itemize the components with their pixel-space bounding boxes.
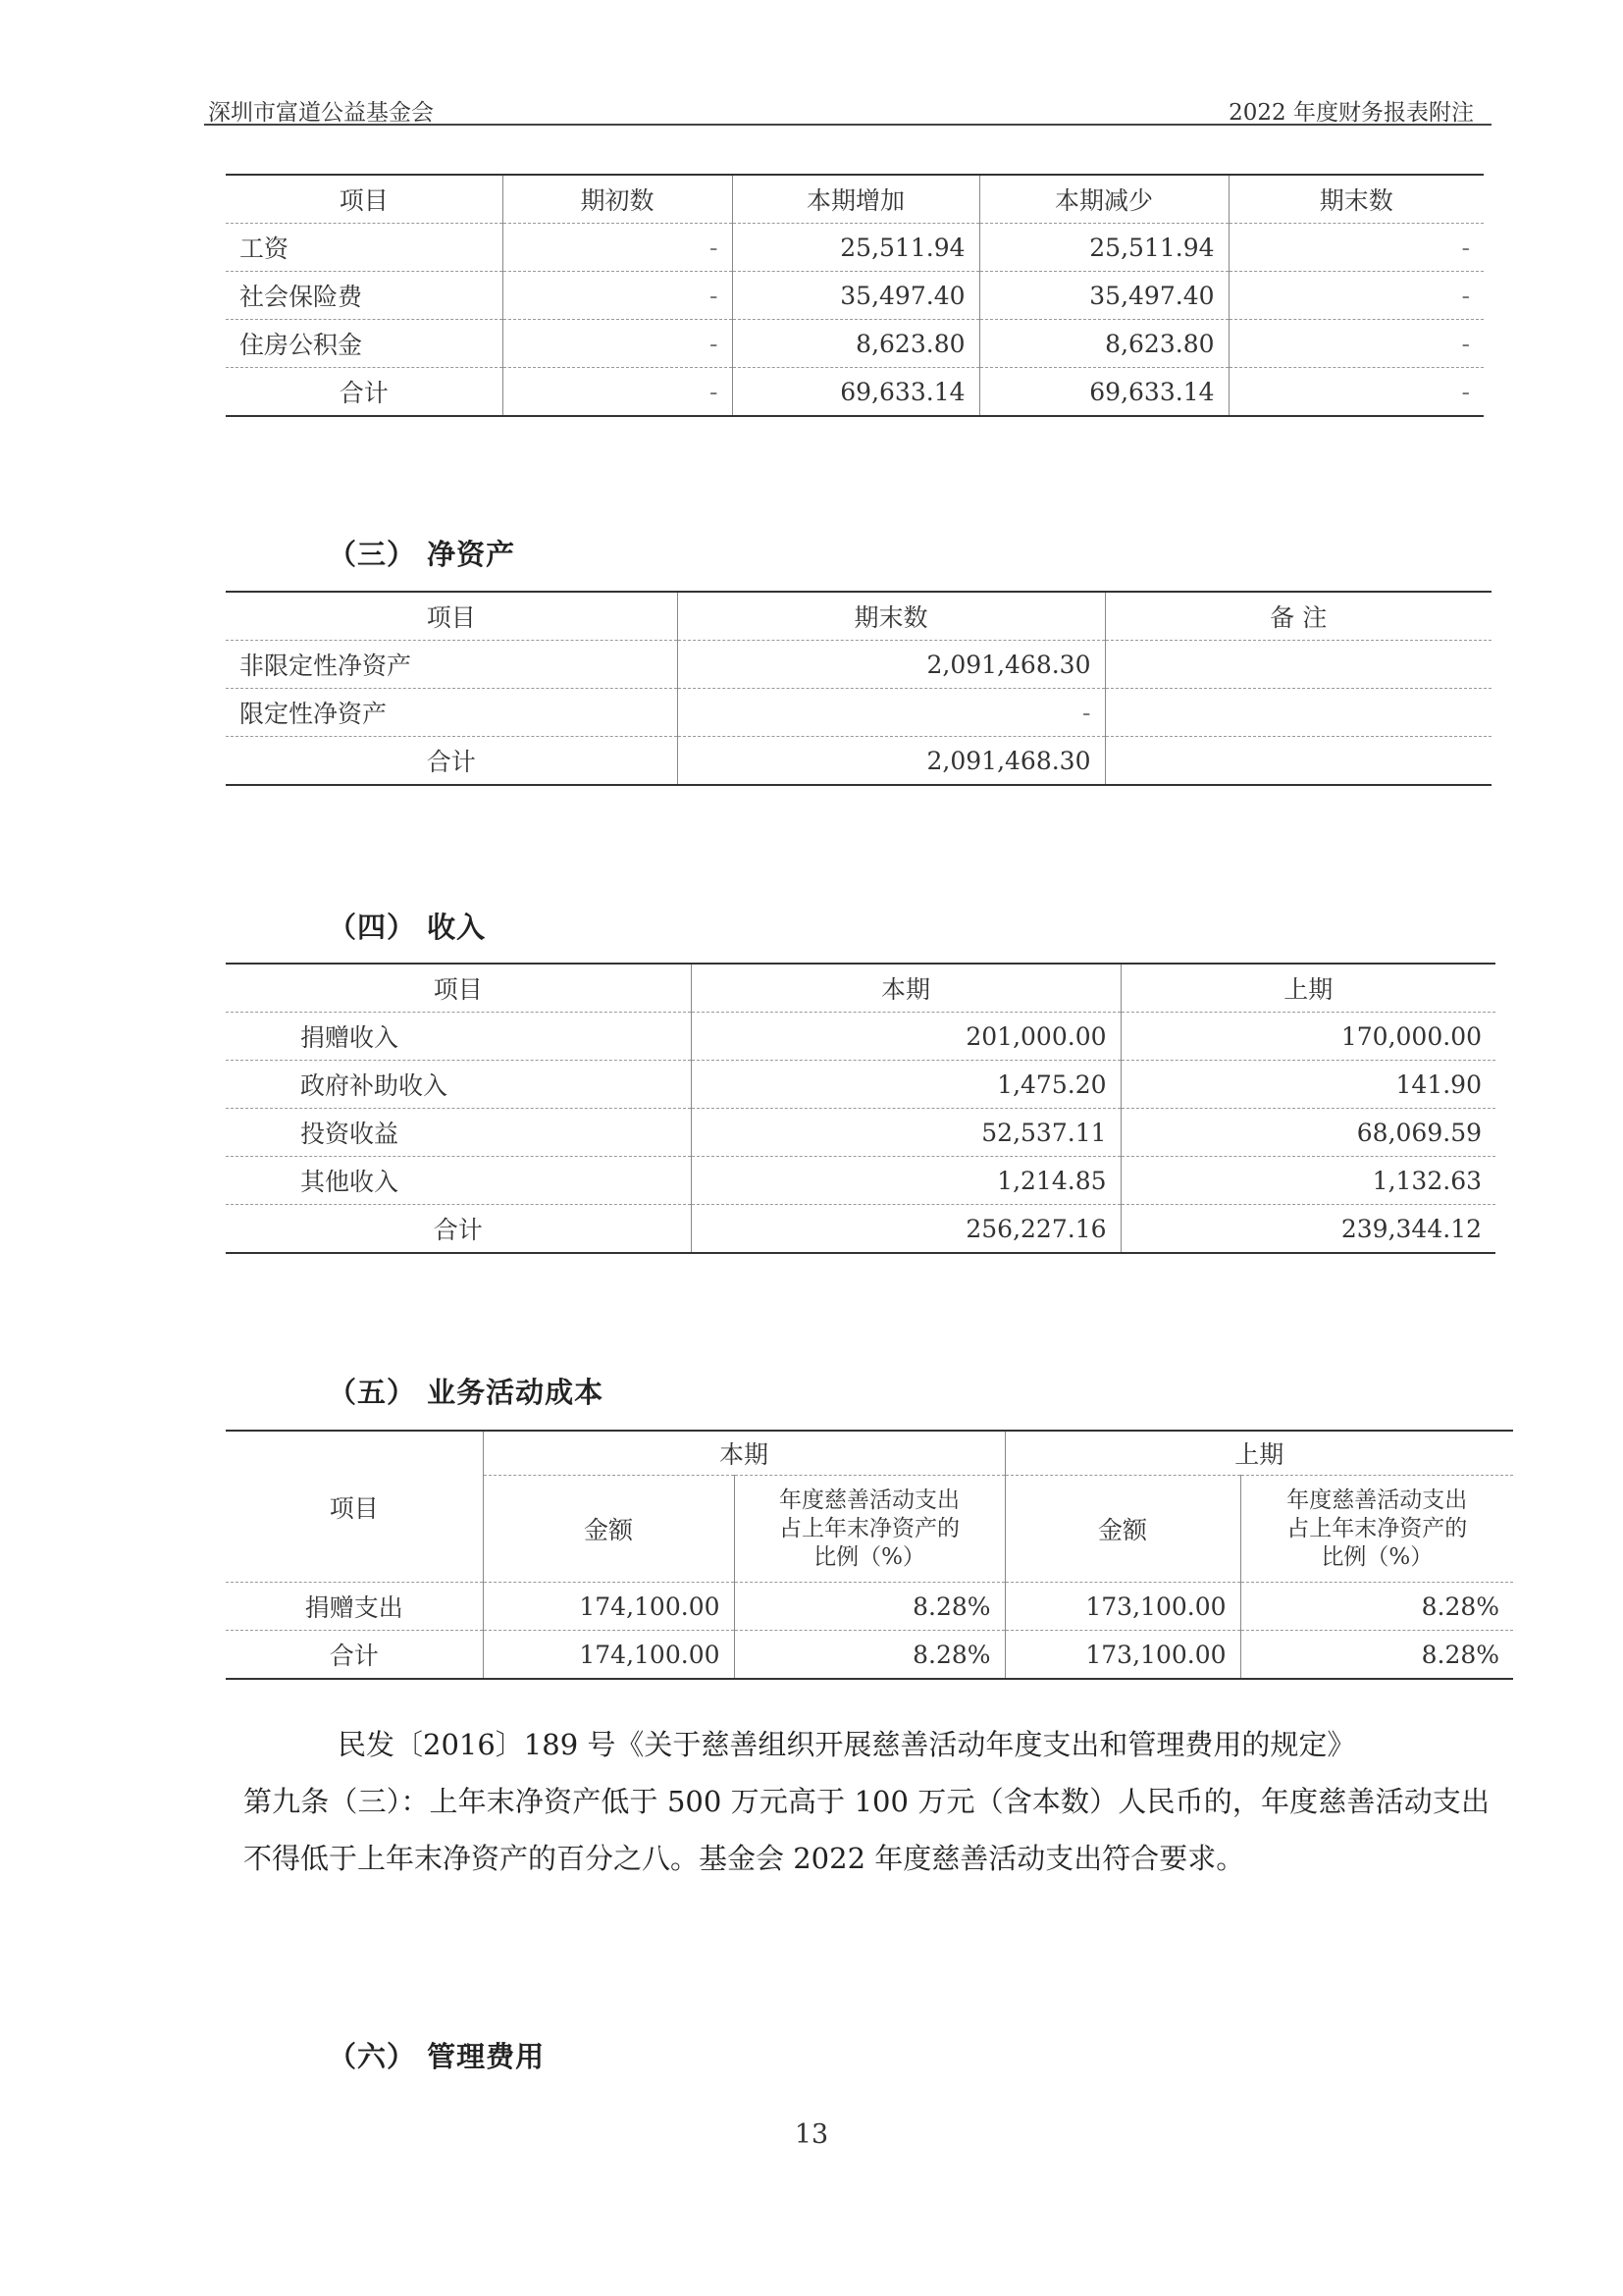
- header-cell: 项目: [226, 175, 502, 224]
- row-label: 合计: [226, 1205, 691, 1254]
- header-cell-item: 项目: [226, 1431, 483, 1583]
- table-total-row: [226, 1631, 1513, 1680]
- row-label: 社会保险费: [226, 272, 502, 320]
- table-total-row: [226, 368, 1484, 417]
- value-cell: 141.90: [1121, 1061, 1495, 1109]
- table-total-row: [226, 737, 1492, 786]
- value-cell: 52,537.11: [691, 1109, 1121, 1157]
- row-label: 非限定性净资产: [226, 641, 677, 689]
- regulation-paragraph: [243, 1716, 1490, 1887]
- table-header-row: [226, 175, 1484, 224]
- table-row: [226, 320, 1484, 368]
- header-cell-ratio: [1240, 1476, 1513, 1583]
- header-cell-previous: 上期: [1005, 1431, 1513, 1476]
- row-label: 限定性净资产: [226, 689, 677, 737]
- header-cell: 期初数: [502, 175, 732, 224]
- value-cell: -: [1229, 272, 1484, 320]
- value-cell: 68,069.59: [1121, 1109, 1495, 1157]
- income-table: [226, 963, 1495, 1254]
- value-cell: 69,633.14: [732, 368, 979, 417]
- section-title-admin-expenses: （六） 管理费用: [328, 2040, 546, 2073]
- header-organization: 深圳市富道公益基金会: [208, 100, 434, 126]
- paragraph-body: 第九条（三）：上年末净资产低于 500 万元高于 100 万元（含本数）人民币的，年度慈善活动支出不得低于上年末净资产的百分之八。基金会 2022 年度慈善活动支出符合要求。: [243, 1785, 1490, 1875]
- header-cell: 上期: [1121, 964, 1495, 1013]
- header-cell: 本期: [691, 964, 1121, 1013]
- section-title-net-assets: （三） 净资产: [328, 538, 516, 571]
- value-cell: -: [502, 272, 732, 320]
- row-label: 捐赠收入: [226, 1013, 691, 1061]
- table-row: [226, 689, 1492, 737]
- table-row: [226, 1061, 1495, 1109]
- value-cell: 8.28%: [1240, 1583, 1513, 1631]
- value-cell: -: [677, 689, 1105, 737]
- header-cell: 本期增加: [732, 175, 979, 224]
- ratio-label-line: 占上年末净资产的: [1286, 1515, 1468, 1541]
- value-cell: 8.28%: [734, 1631, 1005, 1680]
- value-cell: 2,091,468.30: [677, 641, 1105, 689]
- table-row: [226, 272, 1484, 320]
- value-cell: 239,344.12: [1121, 1205, 1495, 1254]
- ratio-label-line: 年度慈善活动支出: [1286, 1487, 1468, 1513]
- value-cell: 25,511.94: [979, 224, 1229, 272]
- value-cell: -: [1229, 368, 1484, 417]
- net-assets-table: [226, 591, 1492, 786]
- value-cell: 256,227.16: [691, 1205, 1121, 1254]
- ratio-label-line: 占上年末净资产的: [779, 1515, 960, 1541]
- value-cell: -: [1229, 320, 1484, 368]
- payroll-table: [226, 174, 1484, 417]
- value-cell: 8,623.80: [979, 320, 1229, 368]
- header-cell-amount: 金额: [1005, 1476, 1240, 1583]
- header-cell: 期末数: [677, 592, 1105, 641]
- table-row: [226, 1109, 1495, 1157]
- row-label: 其他收入: [226, 1157, 691, 1205]
- table-row: [226, 641, 1492, 689]
- header-cell: 本期减少: [979, 175, 1229, 224]
- value-cell: -: [1229, 224, 1484, 272]
- row-label: 合计: [226, 368, 502, 417]
- value-cell: 8.28%: [1240, 1631, 1513, 1680]
- value-cell: 69,633.14: [979, 368, 1229, 417]
- page-number: 13: [794, 2119, 829, 2150]
- header-cell-ratio: [734, 1476, 1005, 1583]
- value-cell: 35,497.40: [979, 272, 1229, 320]
- table-header-row: [226, 964, 1495, 1013]
- row-label: 工资: [226, 224, 502, 272]
- note-cell: [1105, 641, 1492, 689]
- header-cell: 项目: [226, 592, 677, 641]
- section-title-income: （四） 收入: [328, 911, 487, 944]
- value-cell: 2,091,468.30: [677, 737, 1105, 786]
- header-document-title: 2022 年度财务报表附注: [1229, 100, 1474, 126]
- ratio-label-line: 年度慈善活动支出: [779, 1487, 960, 1513]
- row-label: 合计: [226, 1631, 483, 1680]
- header-cell: 备 注: [1105, 592, 1492, 641]
- value-cell: 173,100.00: [1005, 1583, 1240, 1631]
- ratio-label-line: 比例（%）: [1321, 1543, 1434, 1570]
- value-cell: 173,100.00: [1005, 1631, 1240, 1680]
- value-cell: 25,511.94: [732, 224, 979, 272]
- table-row: [226, 1013, 1495, 1061]
- table-header-row: [226, 592, 1492, 641]
- section-title-activity-cost: （五） 业务活动成本: [328, 1376, 604, 1409]
- value-cell: 8,623.80: [732, 320, 979, 368]
- value-cell: 174,100.00: [483, 1631, 734, 1680]
- value-cell: 1,475.20: [691, 1061, 1121, 1109]
- ratio-label-line: 比例（%）: [813, 1543, 925, 1570]
- table-row: [226, 1157, 1495, 1205]
- note-cell: [1105, 689, 1492, 737]
- activity-cost-table: [226, 1430, 1513, 1680]
- row-label: 政府补助收入: [226, 1061, 691, 1109]
- note-cell: [1105, 737, 1492, 786]
- header-cell: 项目: [226, 964, 691, 1013]
- row-label: 住房公积金: [226, 320, 502, 368]
- value-cell: 1,214.85: [691, 1157, 1121, 1205]
- header-divider: [204, 124, 1492, 126]
- table-total-row: [226, 1205, 1495, 1254]
- header-cell-amount: 金额: [483, 1476, 734, 1583]
- table-row: [226, 224, 1484, 272]
- value-cell: -: [502, 368, 732, 417]
- value-cell: 35,497.40: [732, 272, 979, 320]
- paragraph-first-line: 民发〔2016〕189 号《关于慈善组织开展慈善活动年度支出和管理费用的规定》: [338, 1728, 1356, 1761]
- value-cell: 1,132.63: [1121, 1157, 1495, 1205]
- header-cell: 期末数: [1229, 175, 1484, 224]
- row-label: 合计: [226, 737, 677, 786]
- value-cell: -: [502, 320, 732, 368]
- row-label: 投资收益: [226, 1109, 691, 1157]
- value-cell: 8.28%: [734, 1583, 1005, 1631]
- table-row: [226, 1583, 1513, 1631]
- value-cell: 174,100.00: [483, 1583, 734, 1631]
- table-header-row: [226, 1431, 1513, 1476]
- value-cell: -: [502, 224, 732, 272]
- value-cell: 170,000.00: [1121, 1013, 1495, 1061]
- value-cell: 201,000.00: [691, 1013, 1121, 1061]
- row-label: 捐赠支出: [226, 1583, 483, 1631]
- header-cell-current: 本期: [483, 1431, 1005, 1476]
